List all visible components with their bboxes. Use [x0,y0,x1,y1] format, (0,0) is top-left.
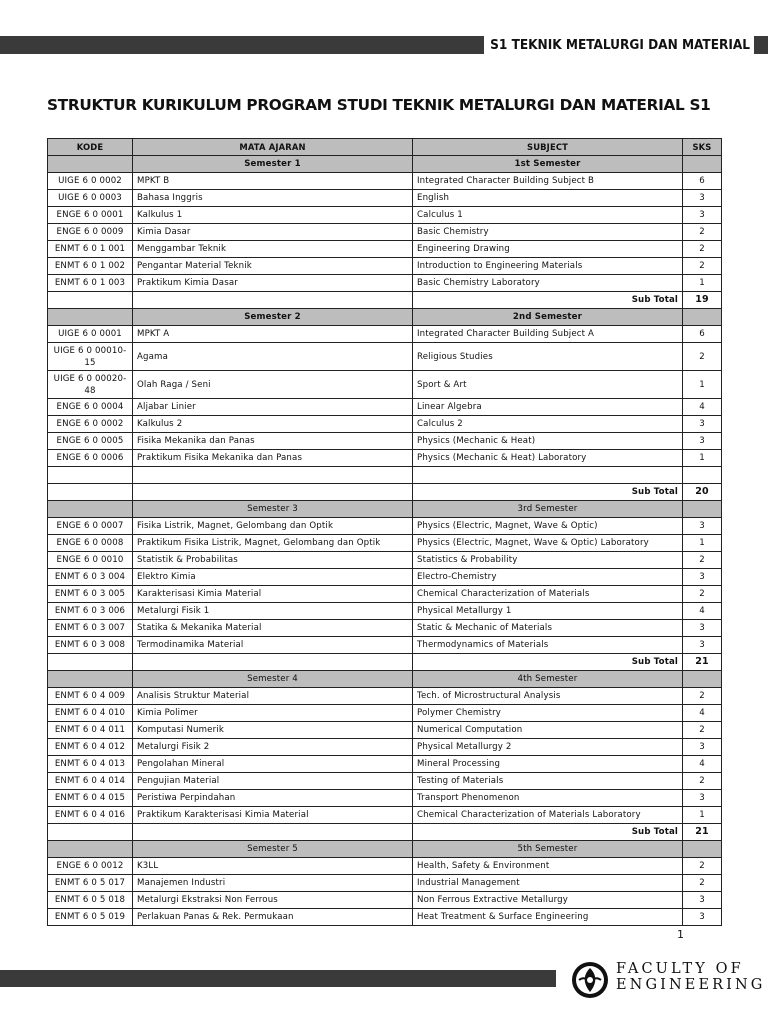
course-sks: 1 [683,275,722,292]
table-row [48,688,722,705]
course-sks: 3 [683,569,722,586]
semester-cell-empty [683,156,722,173]
course-sks: 6 [683,326,722,343]
course-name-id: K3LL [133,858,413,875]
course-sks: 1 [683,807,722,824]
subtotal-label: Sub Total [413,292,683,309]
course-name-en: Calculus 2 [413,416,683,433]
course-code: ENMT 6 0 3 006 [48,603,133,620]
course-name-en: Static & Mechanic of Materials [413,620,683,637]
course-name-id: Agama [133,343,413,371]
subtotal-value: 21 [683,654,722,671]
course-name-id: Bahasa Inggris [133,190,413,207]
blank-cell [48,467,133,484]
course-sks: 4 [683,399,722,416]
program-name: S1 TEKNIK METALURGI DAN MATERIAL [482,36,754,54]
subtotal-empty [133,654,413,671]
semester-cell-empty [683,671,722,688]
course-sks: 2 [683,773,722,790]
course-code: ENGE 6 0 0005 [48,433,133,450]
course-sks: 2 [683,241,722,258]
course-code: ENMT 6 0 1 003 [48,275,133,292]
course-name-id: Komputasi Numerik [133,722,413,739]
table-row [48,173,722,190]
subtotal-value: 20 [683,484,722,501]
course-name-en: Heat Treatment & Surface Engineering [413,909,683,926]
course-code: ENMT 6 0 3 005 [48,586,133,603]
makara-logo-icon [570,960,610,1000]
header-bar [0,36,768,54]
table-row [48,739,722,756]
table-row [48,909,722,926]
table-row [48,790,722,807]
table-row [48,326,722,343]
course-code: ENMT 6 0 5 019 [48,909,133,926]
curriculum-table [47,138,722,926]
course-code: ENMT 6 0 1 002 [48,258,133,275]
semester-label-en: 2nd Semester [413,309,683,326]
course-name-en: Sport & Art [413,371,683,399]
subtotal-value: 19 [683,292,722,309]
subtotal-empty [133,824,413,841]
course-name-id: Kalkulus 1 [133,207,413,224]
faculty-logo-block [570,960,766,1000]
course-name-id: Manajemen Industri [133,875,413,892]
table-row [48,603,722,620]
course-name-id: Praktikum Fisika Mekanika dan Panas [133,450,413,467]
semester-label-id: Semester 5 [133,841,413,858]
course-sks: 3 [683,207,722,224]
table-row [48,535,722,552]
course-name-id: Analisis Struktur Material [133,688,413,705]
course-name-id: MPKT B [133,173,413,190]
course-name-en: Integrated Character Building Subject B [413,173,683,190]
course-name-en: Physical Metallurgy 1 [413,603,683,620]
semester-label-en: 4th Semester [413,671,683,688]
course-code: ENMT 6 0 4 014 [48,773,133,790]
course-name-id: Perlakuan Panas & Rek. Permukaan [133,909,413,926]
col-header-subject: SUBJECT [413,139,683,156]
course-code: ENGE 6 0 0001 [48,207,133,224]
table-row [48,892,722,909]
table-row [48,518,722,535]
course-name-id: Metalurgi Ekstraksi Non Ferrous [133,892,413,909]
subtotal-row [48,292,722,309]
col-header-sks: SKS [683,139,722,156]
course-name-id: Fisika Mekanika dan Panas [133,433,413,450]
semester-label-en: 3rd Semester [413,501,683,518]
course-name-en: Basic Chemistry Laboratory [413,275,683,292]
course-code: ENMT 6 0 4 013 [48,756,133,773]
page-title: STRUKTUR KURIKULUM PROGRAM STUDI TEKNIK METALURGI DAN MATERIAL S1 [47,96,711,114]
course-sks: 4 [683,756,722,773]
table-row [48,433,722,450]
course-name-id: Olah Raga / Seni [133,371,413,399]
table-row [48,207,722,224]
subtotal-empty [48,824,133,841]
subtotal-label: Sub Total [413,484,683,501]
col-header-mata-ajaran: MATA AJARAN [133,139,413,156]
table-row [48,552,722,569]
semester-label-en: 1st Semester [413,156,683,173]
course-code: ENMT 6 0 4 009 [48,688,133,705]
course-code: UIGE 6 0 00010-15 [48,343,133,371]
subtotal-empty [133,292,413,309]
course-sks: 2 [683,688,722,705]
course-name-id: Statistik & Probabilitas [133,552,413,569]
page-number: 1 [677,928,684,941]
course-sks: 3 [683,190,722,207]
course-sks: 2 [683,586,722,603]
table-row [48,722,722,739]
course-sks: 3 [683,637,722,654]
course-code: ENMT 6 0 5 017 [48,875,133,892]
course-name-id: Kalkulus 2 [133,416,413,433]
course-name-en: Health, Safety & Environment [413,858,683,875]
blank-row [48,467,722,484]
course-sks: 3 [683,518,722,535]
course-code: ENGE 6 0 0009 [48,224,133,241]
course-sks: 3 [683,416,722,433]
course-sks: 2 [683,875,722,892]
course-code: UIGE 6 0 0003 [48,190,133,207]
col-header-kode: KODE [48,139,133,156]
course-code: ENGE 6 0 0010 [48,552,133,569]
course-code: ENMT 6 0 5 018 [48,892,133,909]
course-name-en: Linear Algebra [413,399,683,416]
course-name-id: Pengolahan Mineral [133,756,413,773]
course-code: ENGE 6 0 0002 [48,416,133,433]
course-name-en: Calculus 1 [413,207,683,224]
course-name-id: Aljabar Linier [133,399,413,416]
semester-cell-empty [683,501,722,518]
course-code: UIGE 6 0 00020-48 [48,371,133,399]
course-name-en: Statistics & Probability [413,552,683,569]
course-name-en: Thermodynamics of Materials [413,637,683,654]
course-code: ENGE 6 0 0012 [48,858,133,875]
course-name-en: Mineral Processing [413,756,683,773]
faculty-line2: ENGINEERING [616,977,766,993]
subtotal-row [48,654,722,671]
course-name-id: Fisika Listrik, Magnet, Gelombang dan Optik [133,518,413,535]
course-name-en: Integrated Character Building Subject A [413,326,683,343]
table-row [48,241,722,258]
course-sks: 3 [683,620,722,637]
semester-header-row [48,501,722,518]
course-code: ENMT 6 0 4 010 [48,705,133,722]
table-row [48,756,722,773]
course-code: ENMT 6 0 3 007 [48,620,133,637]
table-row [48,620,722,637]
course-code: ENMT 6 0 3 004 [48,569,133,586]
course-code: ENMT 6 0 3 008 [48,637,133,654]
table-row [48,399,722,416]
semester-label-id: Semester 2 [133,309,413,326]
semester-cell-empty [48,309,133,326]
course-sks: 2 [683,258,722,275]
course-code: UIGE 6 0 0001 [48,326,133,343]
table-row [48,371,722,399]
course-sks: 2 [683,858,722,875]
course-sks: 6 [683,173,722,190]
course-name-en: Chemical Characterization of Materials [413,586,683,603]
table-row [48,773,722,790]
course-name-en: Testing of Materials [413,773,683,790]
course-name-en: Tech. of Microstructural Analysis [413,688,683,705]
course-name-en: Chemical Characterization of Materials Laboratory [413,807,683,824]
course-name-id: Peristiwa Perpindahan [133,790,413,807]
course-name-id: Elektro Kimia [133,569,413,586]
course-sks: 1 [683,535,722,552]
semester-cell-empty [683,841,722,858]
blank-cell [413,467,683,484]
course-name-id: Termodinamika Material [133,637,413,654]
blank-cell [133,467,413,484]
table-row [48,190,722,207]
table-row [48,858,722,875]
course-name-en: Physical Metallurgy 2 [413,739,683,756]
semester-header-row [48,156,722,173]
footer-bar [0,970,556,987]
course-sks: 2 [683,552,722,569]
table-header-row [48,139,722,156]
course-sks: 1 [683,450,722,467]
course-code: ENGE 6 0 0007 [48,518,133,535]
subtotal-label: Sub Total [413,824,683,841]
blank-cell [683,467,722,484]
course-sks: 1 [683,371,722,399]
semester-header-row [48,671,722,688]
course-name-id: Menggambar Teknik [133,241,413,258]
course-name-id: Metalurgi Fisik 1 [133,603,413,620]
course-code: ENMT 6 0 4 012 [48,739,133,756]
course-code: ENMT 6 0 4 015 [48,790,133,807]
course-name-en: Engineering Drawing [413,241,683,258]
course-name-en: Non Ferrous Extractive Metallurgy [413,892,683,909]
table-body [48,156,722,926]
subtotal-row [48,824,722,841]
subtotal-empty [48,292,133,309]
course-name-id: MPKT A [133,326,413,343]
semester-cell-empty [48,501,133,518]
course-code: UIGE 6 0 0002 [48,173,133,190]
course-code: ENGE 6 0 0008 [48,535,133,552]
table-row [48,875,722,892]
course-name-en: Numerical Computation [413,722,683,739]
table-row [48,450,722,467]
course-name-en: Industrial Management [413,875,683,892]
semester-label-id: Semester 1 [133,156,413,173]
course-name-en: Physics (Electric, Magnet, Wave & Optic) [413,518,683,535]
course-name-en: Physics (Mechanic & Heat) Laboratory [413,450,683,467]
course-name-id: Statika & Mekanika Material [133,620,413,637]
semester-header-row [48,309,722,326]
course-sks: 2 [683,722,722,739]
course-name-id: Karakterisasi Kimia Material [133,586,413,603]
semester-label-en: 5th Semester [413,841,683,858]
semester-label-id: Semester 4 [133,671,413,688]
course-sks: 4 [683,705,722,722]
course-name-id: Metalurgi Fisik 2 [133,739,413,756]
course-sks: 3 [683,790,722,807]
course-name-id: Praktikum Kimia Dasar [133,275,413,292]
table-row [48,416,722,433]
subtotal-empty [48,654,133,671]
course-name-en: Polymer Chemistry [413,705,683,722]
semester-cell-empty [48,671,133,688]
course-code: ENMT 6 0 1 001 [48,241,133,258]
table-row [48,586,722,603]
course-name-en: Basic Chemistry [413,224,683,241]
course-name-en: Electro-Chemistry [413,569,683,586]
course-sks: 3 [683,892,722,909]
table-row [48,224,722,241]
semester-header-row [48,841,722,858]
course-name-id: Pengantar Material Teknik [133,258,413,275]
course-sks: 2 [683,343,722,371]
course-name-en: Transport Phenomenon [413,790,683,807]
course-name-id: Kimia Dasar [133,224,413,241]
semester-cell-empty [48,156,133,173]
course-name-id: Pengujian Material [133,773,413,790]
table-row [48,275,722,292]
table-row [48,637,722,654]
subtotal-row [48,484,722,501]
course-sks: 2 [683,224,722,241]
table-row [48,807,722,824]
course-sks: 3 [683,433,722,450]
subtotal-empty [48,484,133,501]
table-row [48,343,722,371]
table-row [48,569,722,586]
course-name-en: Introduction to Engineering Materials [413,258,683,275]
course-code: ENGE 6 0 0006 [48,450,133,467]
course-name-id: Praktikum Fisika Listrik, Magnet, Gelombang dan Optik [133,535,413,552]
course-name-en: Physics (Mechanic & Heat) [413,433,683,450]
course-sks: 3 [683,909,722,926]
course-name-en: Religious Studies [413,343,683,371]
faculty-line1: FACULTY OF [616,961,744,977]
semester-cell-empty [48,841,133,858]
course-name-id: Praktikum Karakterisasi Kimia Material [133,807,413,824]
course-code: ENMT 6 0 4 016 [48,807,133,824]
course-code: ENGE 6 0 0004 [48,399,133,416]
subtotal-value: 21 [683,824,722,841]
course-sks: 3 [683,739,722,756]
course-name-en: Physics (Electric, Magnet, Wave & Optic) Laboratory [413,535,683,552]
semester-cell-empty [683,309,722,326]
subtotal-label: Sub Total [413,654,683,671]
semester-label-id: Semester 3 [133,501,413,518]
course-name-en: English [413,190,683,207]
course-code: ENMT 6 0 4 011 [48,722,133,739]
subtotal-empty [133,484,413,501]
course-sks: 4 [683,603,722,620]
table-row [48,705,722,722]
table-row [48,258,722,275]
course-name-id: Kimia Polimer [133,705,413,722]
